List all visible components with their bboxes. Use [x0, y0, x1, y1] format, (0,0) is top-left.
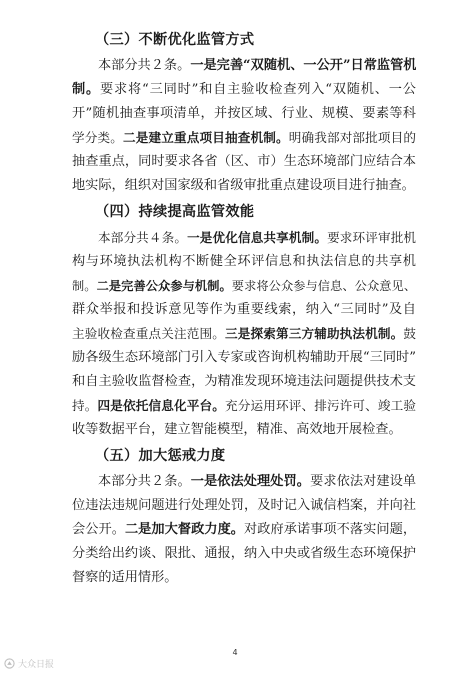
body-text: 持。 — [72, 398, 98, 413]
emphasis-text: 二是建立重点项目抽查机制。 — [123, 130, 289, 145]
section-4-line-5 — [72, 322, 416, 346]
body-text: 构与环境执法机构不断健全环评信息和执法信息的共享机 — [72, 254, 416, 269]
body-text: 鼓 — [403, 326, 416, 341]
body-text: 督察的适用情形。 — [72, 570, 178, 585]
body-text: 主验收检查重点关注范围。 — [72, 326, 225, 341]
section-4-line-9 — [72, 418, 416, 442]
emphasis-text: 一是完善“双随机、一公开”日常监管机 — [190, 58, 416, 73]
body-text: 分类给出约谈、限批、通报，纳入中央或省级生态环境保护 — [72, 546, 416, 561]
body-text: 对政府承诺事项不落实问题， — [244, 522, 416, 537]
page-number: 4 — [232, 648, 238, 657]
emphasis-text: 一是优化信息共享机制。 — [187, 230, 328, 245]
emphasis-text: 一是依法处理处罚。 — [190, 474, 311, 489]
watermark-text: 大众日报 — [18, 659, 55, 670]
body-text: 收等数据平台，建立智能模型，精准、高效地开展检查。 — [72, 422, 402, 437]
section-3-line-1 — [98, 54, 416, 78]
body-text: 充分运用环评、排污许可、竣工验 — [224, 398, 416, 413]
section-4-line-1 — [98, 226, 416, 250]
body-text: 明确我部对部批项目的 — [288, 130, 416, 145]
section-4-line-4 — [72, 298, 416, 322]
section-3-line-3 — [72, 102, 416, 126]
body-text: 要求将公众参与信息、公众意见、 — [231, 279, 416, 293]
section-3-line-2 — [72, 78, 416, 102]
body-text: 群众举报和投诉意见等作为重要线索，纳入“三同时”及自 — [72, 302, 416, 317]
section-3-line-6 — [72, 174, 416, 198]
section-5-line-1 — [98, 470, 416, 494]
section-5-line-5 — [72, 566, 416, 590]
section-heading-5: （五）加大惩戒力度 — [95, 448, 226, 464]
body-text: 励各级生态环境部门引入专家或咨询机构辅助开展“三同时” — [72, 350, 416, 365]
body-text: 学分类。 — [72, 130, 123, 145]
body-text: 要求环评审批机 — [327, 230, 416, 245]
section-3-line-5 — [72, 150, 416, 174]
emphasis-text: 三是探索第三方辅助执法机制。 — [224, 326, 404, 341]
section-heading-3: （三）不断优化监管方式 — [95, 32, 255, 48]
body-text: 制。 — [72, 279, 97, 293]
body-text: 抽查重点，同时要求各省（区、市）生态环境部门应结合本 — [72, 154, 416, 169]
body-text: 开”随机抽查事项清单，并按区域、行业、规模、要素等科 — [72, 106, 416, 121]
body-text: 要求将“三同时”和自主验收检查列入“双随机、一公 — [100, 82, 416, 97]
section-4-line-2 — [72, 250, 416, 274]
section-4-line-6 — [72, 346, 416, 370]
emphasis-text: 二是完善公众参与机制。 — [96, 279, 232, 293]
section-5-line-4 — [72, 542, 416, 566]
section-4-line-3 — [72, 274, 416, 298]
body-text: 本部分共２条。 — [98, 474, 191, 489]
body-text: 位违法违规问题进行处理处罚，及时记入诚信档案，并向社 — [72, 498, 416, 513]
emphasis-text: 制。 — [72, 82, 101, 97]
section-4-line-8 — [72, 394, 416, 418]
watermark — [4, 656, 54, 670]
section-3-line-4 — [72, 126, 416, 150]
body-text: 会公开。 — [72, 522, 125, 537]
section-4-line-7 — [72, 370, 416, 394]
body-text: 本部分共４条。 — [98, 230, 188, 245]
body-text: 本部分共２条。 — [98, 58, 191, 73]
watermark-logo-icon — [4, 658, 15, 669]
body-text: 和自主验收监督检查，为精准发现环境违法问题提供技术支 — [72, 374, 416, 389]
section-5-line-2 — [72, 494, 416, 518]
section-5-line-3 — [72, 518, 416, 542]
emphasis-text: 四是依托信息化平台。 — [97, 398, 225, 413]
section-heading-4: （四）持续提高监管效能 — [95, 204, 255, 220]
emphasis-text: 二是加大督政力度。 — [124, 522, 245, 537]
body-text: 地实际，组织对国家级和省级审批重点建设项目进行抽查。 — [72, 178, 415, 193]
body-text: 要求依法对建设单 — [310, 474, 416, 489]
